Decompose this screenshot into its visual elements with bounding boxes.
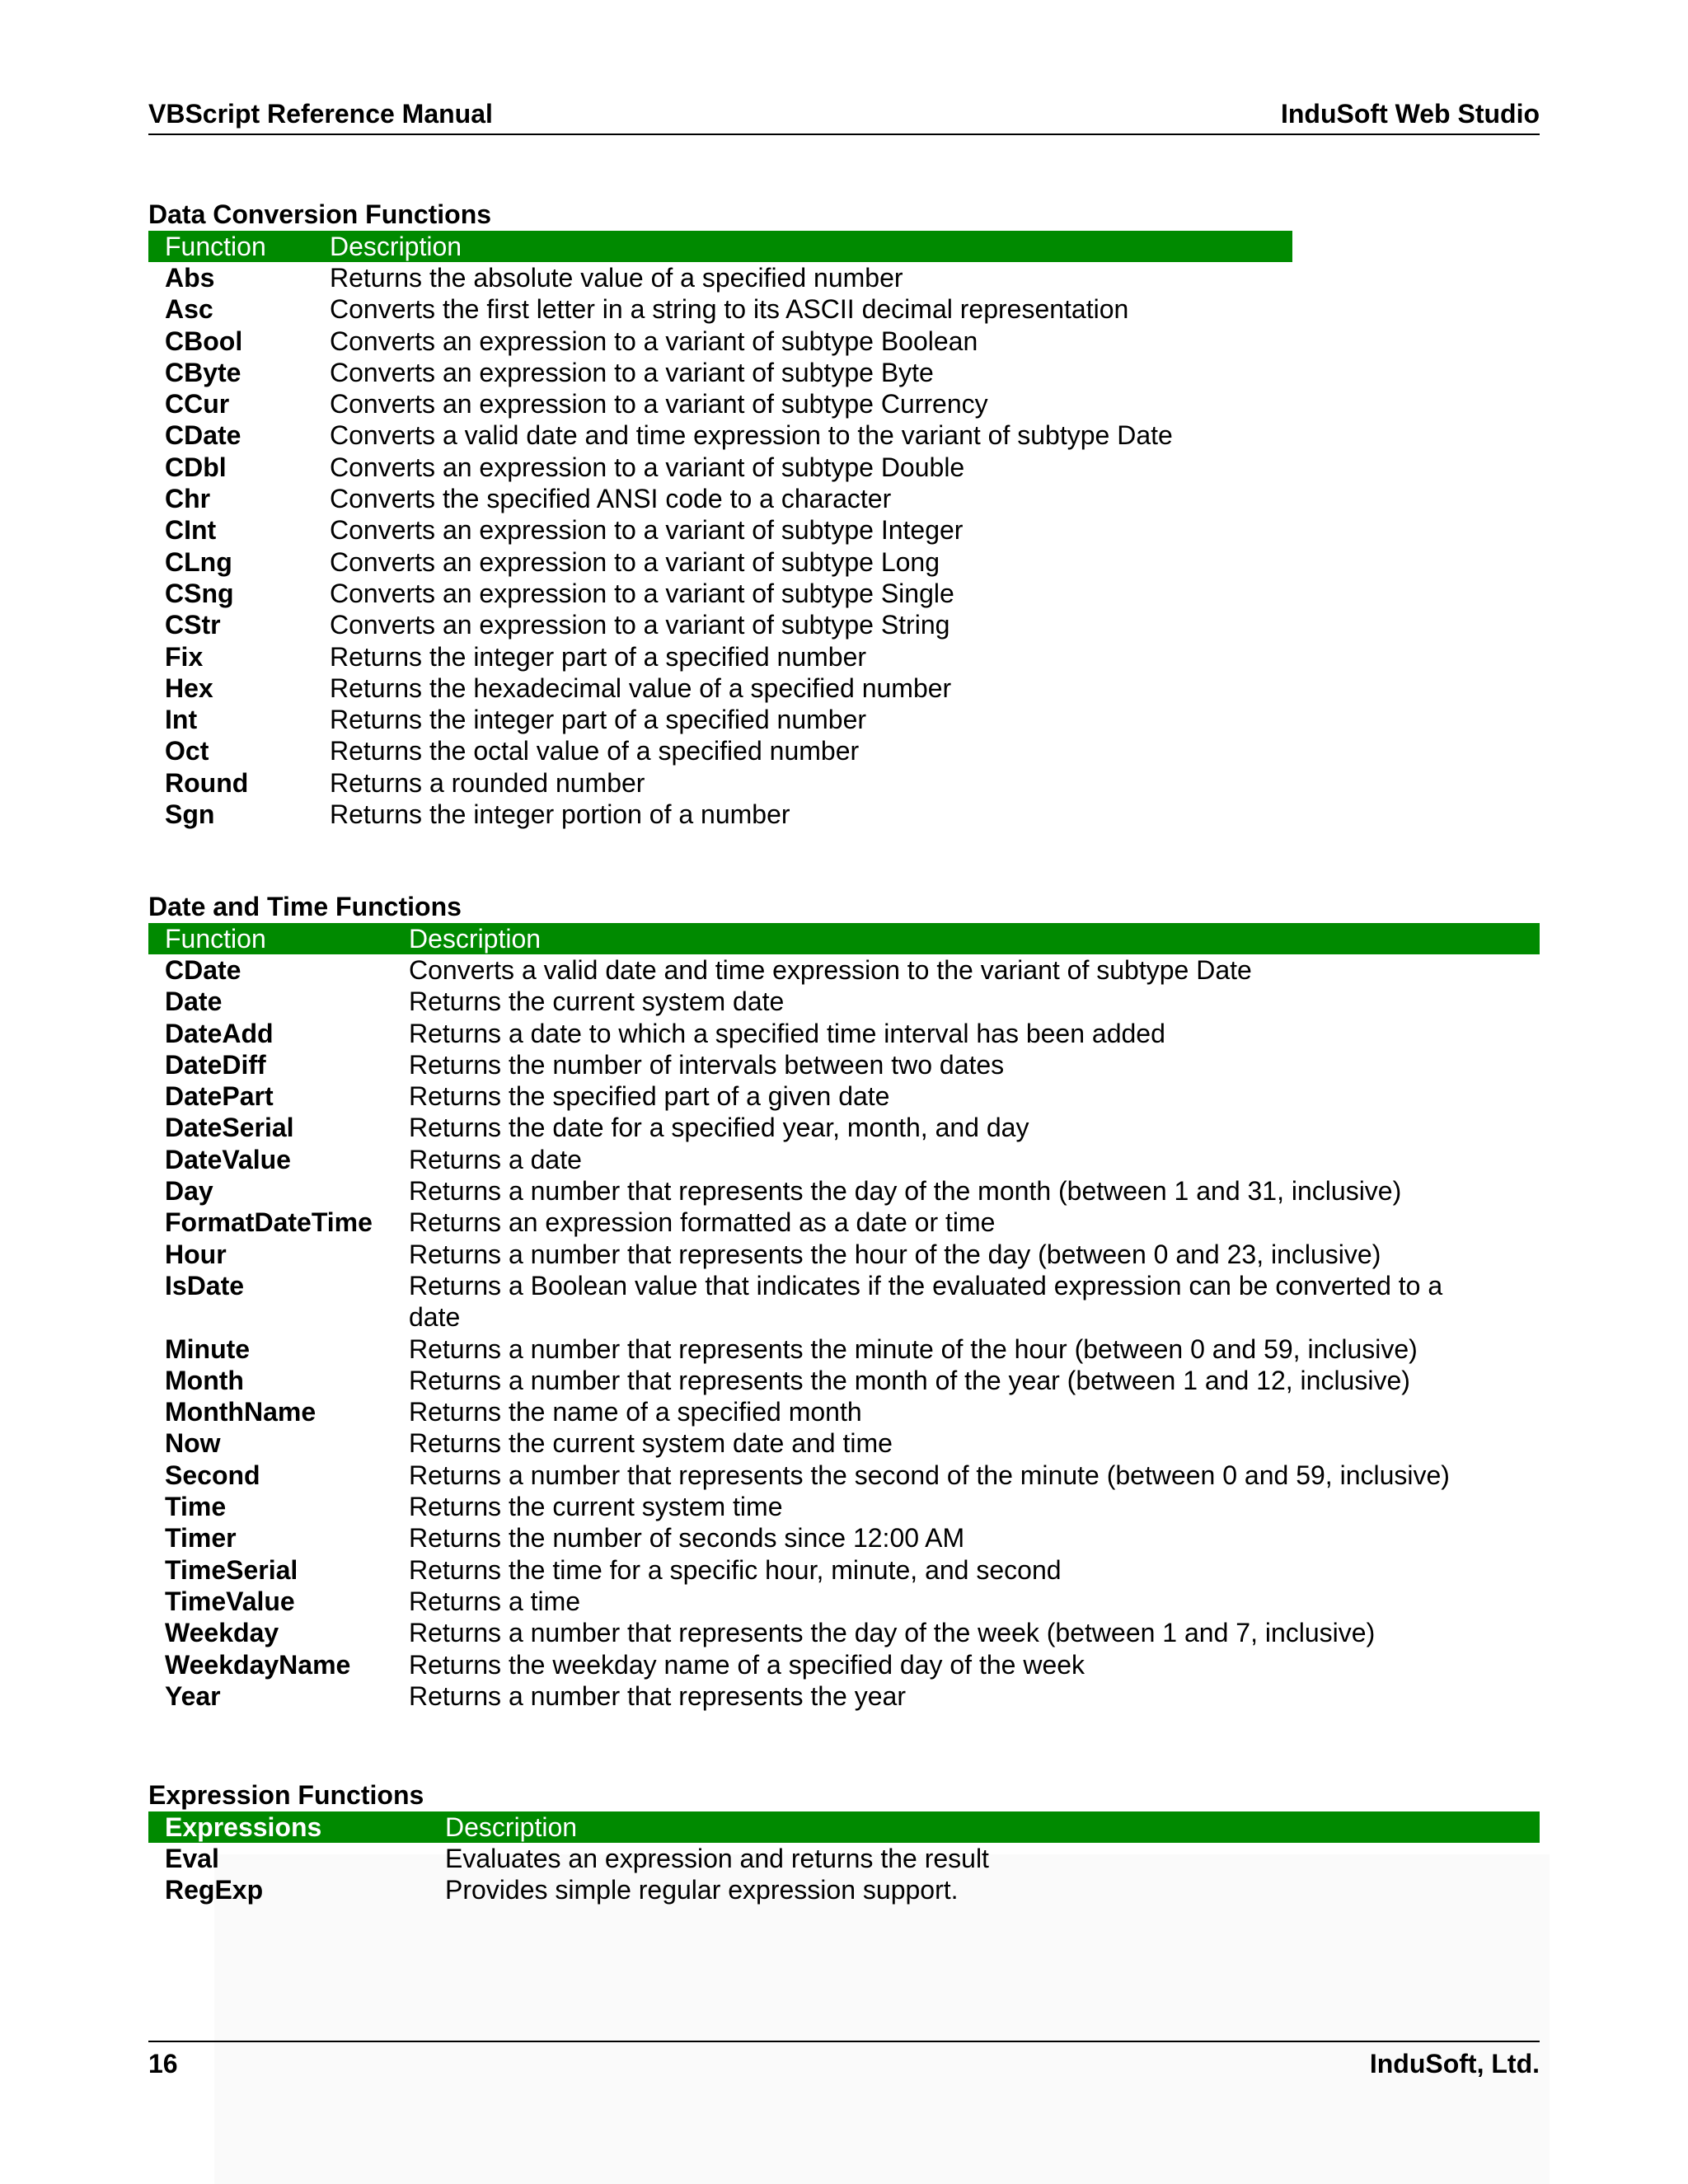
- table-row: [148, 483, 1292, 514]
- column-header-description: Description: [330, 232, 462, 261]
- function-description: [330, 419, 1173, 451]
- function-name: Chr: [165, 484, 211, 514]
- table-row: [148, 1049, 1540, 1080]
- function-description: [330, 673, 951, 704]
- function-description: [409, 1649, 1085, 1680]
- data-conversion-section: [148, 198, 1292, 830]
- table-row: [148, 452, 1292, 483]
- table-row: [148, 1491, 1540, 1522]
- description-line: Returns a number that represents the hour of the day (between 0 and 23, inclusive): [409, 1239, 1381, 1269]
- description-line: Returns the absolute value of a specified number: [330, 263, 903, 293]
- function-name: CLng: [165, 546, 232, 577]
- page-number: 16: [148, 2049, 178, 2079]
- function-description: [445, 1843, 989, 1874]
- table-row: [148, 1239, 1540, 1270]
- function-description: [409, 1586, 580, 1617]
- table-row: [148, 767, 1292, 799]
- function-name: MonthName: [165, 1397, 316, 1427]
- function-name: WeekdayName: [165, 1649, 351, 1680]
- function-description: [330, 357, 934, 388]
- function-description: [409, 1427, 893, 1459]
- description-line: Returns the current system time: [409, 1492, 783, 1522]
- description-line: Returns the hexadecimal value of a specified number: [330, 673, 952, 703]
- description-line: Returns the specified part of a given date: [409, 1081, 890, 1112]
- function-description: [330, 483, 891, 514]
- table-row: [148, 419, 1292, 451]
- description-line: Returns the integer part of a specified number: [330, 641, 867, 672]
- function-description: [330, 388, 988, 419]
- function-name: Month: [165, 1365, 244, 1395]
- manual-title: VBScript Reference Manual: [148, 99, 493, 129]
- function-name: RegExp: [165, 1875, 264, 1905]
- table-row: [148, 1843, 1540, 1874]
- function-name: Time: [165, 1492, 227, 1522]
- function-name: CCur: [165, 389, 230, 419]
- description-line: Converts the first letter in a string to its ASCII decimal representation: [330, 294, 1129, 325]
- function-description: [330, 514, 963, 546]
- table-row: [148, 293, 1292, 325]
- description-line: Converts an expression to a variant of subtype Boolean: [330, 326, 978, 356]
- description-line: Converts an expression to a variant of subtype Long: [330, 546, 940, 577]
- description-line: Returns the current system date: [409, 987, 785, 1017]
- function-description: [330, 767, 645, 799]
- function-description: [409, 1080, 889, 1112]
- function-name: Oct: [165, 736, 209, 766]
- description-line: Returns a number that represents the day of the month (between 1 and 31, inclusive): [409, 1176, 1402, 1207]
- function-description: [409, 1270, 1442, 1333]
- table-row: [148, 514, 1292, 546]
- function-name: Day: [165, 1176, 213, 1207]
- function-description: [330, 609, 950, 640]
- description-line: Converts an expression to a variant of subtype String: [330, 610, 950, 640]
- description-line: Returns the integer portion of a number: [330, 799, 790, 830]
- product-name: InduSoft Web Studio: [1280, 99, 1540, 129]
- table-row: [148, 357, 1292, 388]
- table-row: [148, 704, 1292, 735]
- description-line: Returns an expression formatted as a date or time: [409, 1207, 996, 1238]
- description-line: Returns the octal value of a specified number: [330, 736, 860, 766]
- table-row: [148, 546, 1292, 578]
- function-description: [409, 1144, 582, 1175]
- description-line: Provides simple regular expression support.: [445, 1875, 959, 1905]
- description-line: Returns the name of a specified month: [409, 1397, 862, 1427]
- table-row: [148, 1365, 1540, 1396]
- column-header-description: Description: [445, 1812, 578, 1842]
- function-description: [409, 1554, 1062, 1586]
- function-name: DateAdd: [165, 1018, 274, 1048]
- page-header: [148, 99, 1540, 135]
- function-description: [445, 1874, 959, 1905]
- table-row: [148, 1080, 1540, 1112]
- function-description: [330, 326, 978, 357]
- company-name: InduSoft, Ltd.: [1369, 2049, 1540, 2079]
- section-title: Data Conversion Functions: [148, 199, 492, 229]
- description-line: Converts an expression to a variant of subtype Double: [330, 452, 965, 482]
- table-row: [148, 609, 1292, 640]
- description-line: Converts the specified ANSI code to a character: [330, 484, 892, 514]
- function-name: FormatDateTime: [165, 1207, 373, 1238]
- function-name: IsDate: [165, 1270, 245, 1301]
- function-description: [330, 641, 866, 673]
- function-name: CDate: [165, 955, 241, 985]
- table-body: [148, 262, 1292, 830]
- description-line: Converts an expression to a variant of subtype Single: [330, 578, 954, 608]
- table-row: [148, 673, 1292, 704]
- description-line: Returns the time for a specific hour, minute, and second: [409, 1554, 1062, 1585]
- function-name: Int: [165, 705, 198, 735]
- function-description: [409, 1460, 1450, 1491]
- table-row: [148, 578, 1292, 609]
- function-name: Weekday: [165, 1618, 279, 1648]
- date-time-section: [148, 890, 1540, 1712]
- table-row: [148, 799, 1292, 830]
- description-line: Returns a number that represents the second of the minute (between 0 and 59, inclusive): [409, 1460, 1450, 1490]
- table-row: [148, 1018, 1540, 1049]
- function-description: [330, 293, 1128, 325]
- table-body: [148, 954, 1540, 1712]
- table-row: [148, 1874, 1540, 1905]
- table-row: [148, 641, 1292, 673]
- table-row: [148, 388, 1292, 419]
- expression-section: [148, 1779, 1540, 1906]
- function-name: TimeSerial: [165, 1554, 298, 1585]
- function-name: DateSerial: [165, 1113, 294, 1143]
- description-line: Returns the weekday name of a specified day of the week: [409, 1649, 1085, 1680]
- description-line: Returns the number of seconds since 12:00 AM: [409, 1523, 965, 1554]
- description-line: Converts a valid date and time expression to the variant of subtype Date: [330, 420, 1173, 451]
- description-line: Evaluates an expression and returns the result: [445, 1844, 989, 1873]
- column-header-function: Function: [165, 232, 266, 261]
- table-body: [148, 1843, 1540, 1906]
- description-line: Returns the integer part of a specified number: [330, 705, 867, 735]
- description-line: Returns a Boolean value that indicates if the evaluated expression can be converted to a: [409, 1270, 1443, 1301]
- column-header-function: Function: [165, 924, 266, 954]
- function-name: DateDiff: [165, 1049, 266, 1080]
- description-line: Converts an expression to a variant of subtype Byte: [330, 357, 934, 387]
- table-row: [148, 954, 1540, 986]
- description-line: Returns a date: [409, 1144, 582, 1174]
- function-name: Minute: [165, 1333, 251, 1364]
- function-description: [409, 1617, 1375, 1648]
- description-line: Returns a number that represents the year: [409, 1680, 906, 1711]
- description-line: Converts an expression to a variant of subtype Integer: [330, 515, 964, 546]
- table-header: [148, 923, 1540, 954]
- function-name: CDbl: [165, 452, 227, 482]
- description-line: Converts an expression to a variant of subtype Currency: [330, 389, 988, 419]
- description-line: Returns a time: [409, 1586, 581, 1616]
- function-name: Sgn: [165, 799, 215, 830]
- description-line: Returns the number of intervals between two dates: [409, 1049, 1005, 1080]
- function-name: Abs: [165, 263, 215, 293]
- footer-rule: [148, 2041, 1540, 2042]
- function-description: [409, 1112, 1029, 1143]
- function-description: [330, 546, 940, 578]
- function-name: Date: [165, 987, 223, 1017]
- function-name: CSng: [165, 578, 234, 608]
- function-name: Timer: [165, 1523, 237, 1554]
- table-row: [148, 1207, 1540, 1238]
- function-description: [409, 1365, 1410, 1396]
- function-name: CStr: [165, 610, 221, 640]
- table-row: [148, 1522, 1540, 1554]
- description-line: Returns a date to which a specified time interval has been added: [409, 1018, 1165, 1048]
- function-description: [409, 986, 784, 1017]
- function-description: [330, 704, 866, 735]
- table-row: [148, 1586, 1540, 1617]
- function-description: [330, 262, 903, 293]
- section-title: Expression Functions: [148, 1780, 424, 1810]
- table-header: [148, 231, 1292, 262]
- function-description: [330, 799, 790, 830]
- function-description: [409, 954, 1252, 986]
- description-line: Returns a number that represents the month of the year (between 1 and 12, inclusive): [409, 1365, 1410, 1395]
- function-description: [409, 1491, 782, 1522]
- function-name: Eval: [165, 1844, 219, 1873]
- function-description: [409, 1333, 1418, 1365]
- function-name: CInt: [165, 515, 217, 546]
- function-description: [409, 1239, 1381, 1270]
- description-line: date: [409, 1302, 461, 1333]
- function-description: [409, 1018, 1165, 1049]
- function-description: [330, 578, 954, 609]
- function-name: Hex: [165, 673, 213, 703]
- function-name: Fix: [165, 641, 204, 672]
- function-name: CByte: [165, 357, 241, 387]
- function-description: [409, 1175, 1401, 1207]
- function-description: [330, 735, 859, 766]
- table-row: [148, 735, 1292, 766]
- section-title: Date and Time Functions: [148, 892, 462, 921]
- table-row: [148, 1617, 1540, 1648]
- description-line: Returns the date for a specified year, month, and day: [409, 1113, 1029, 1143]
- function-name: Now: [165, 1428, 221, 1459]
- description-line: Returns a number that represents the minute of the hour (between 0 and 59, inclusive): [409, 1333, 1418, 1364]
- table-row: [148, 1460, 1540, 1491]
- function-name: DateValue: [165, 1144, 291, 1174]
- function-name: Hour: [165, 1239, 227, 1269]
- table-row: [148, 326, 1292, 357]
- function-description: [409, 1049, 1004, 1080]
- function-description: [409, 1396, 862, 1427]
- table-row: [148, 1270, 1540, 1333]
- table-row: [148, 1649, 1540, 1680]
- table-row: [148, 1680, 1540, 1712]
- column-header-description: Description: [409, 924, 542, 954]
- table-row: [148, 1144, 1540, 1175]
- column-header-expressions: Expressions: [165, 1812, 322, 1842]
- function-name: Second: [165, 1460, 260, 1490]
- function-name: DatePart: [165, 1081, 274, 1112]
- function-name: TimeValue: [165, 1586, 295, 1616]
- function-description: [409, 1680, 906, 1712]
- function-name: Year: [165, 1680, 221, 1711]
- function-description: [330, 452, 964, 483]
- table-row: [148, 1112, 1540, 1143]
- table-row: [148, 1396, 1540, 1427]
- function-name: CBool: [165, 326, 243, 356]
- function-description: [409, 1522, 964, 1554]
- table-row: [148, 1427, 1540, 1459]
- table-row: [148, 1554, 1540, 1586]
- function-name: CDate: [165, 420, 241, 451]
- description-line: Returns the current system date and time: [409, 1428, 893, 1459]
- table-header: [148, 1811, 1540, 1843]
- function-description: [409, 1207, 995, 1238]
- table-row: [148, 1333, 1540, 1365]
- table-row: [148, 986, 1540, 1017]
- description-line: Converts a valid date and time expression to the variant of subtype Date: [409, 955, 1252, 985]
- page-footer: [148, 2049, 1540, 2079]
- function-name: Round: [165, 767, 249, 798]
- description-line: Returns a rounded number: [330, 767, 645, 798]
- function-name: Asc: [165, 294, 213, 325]
- description-line: Returns a number that represents the day of the week (between 1 and 7, inclusive): [409, 1618, 1376, 1648]
- table-row: [148, 1175, 1540, 1207]
- table-row: [148, 262, 1292, 293]
